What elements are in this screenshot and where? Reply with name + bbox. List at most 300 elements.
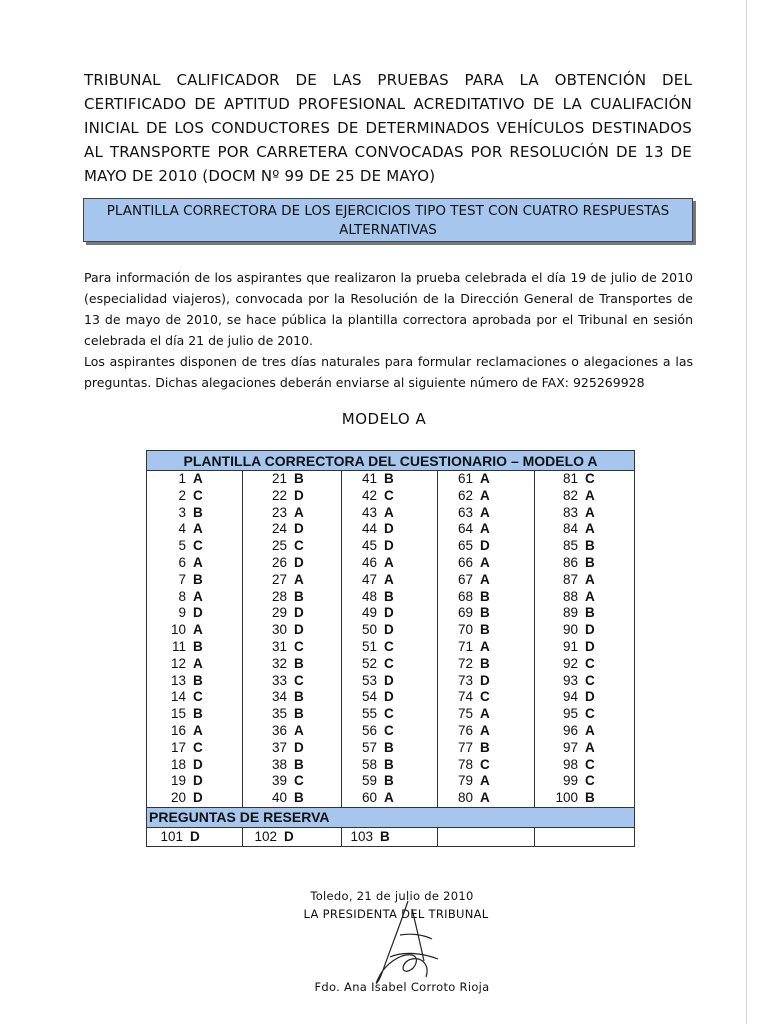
answer-cell (342, 790, 438, 807)
answer-cell (243, 790, 342, 807)
answer-letter: B (193, 504, 203, 520)
answer-letter: D (294, 487, 304, 503)
question-number: 4 (178, 521, 186, 537)
question-number: 15 (170, 706, 186, 722)
answer-cell (342, 555, 438, 572)
answer-letter: D (480, 672, 490, 688)
answer-cell (438, 723, 535, 740)
signature-name: Fdo. Ana Isabel Corroto Rioja (314, 980, 490, 994)
question-number: 79 (457, 773, 473, 789)
question-number: 52 (361, 655, 377, 671)
question-number: 57 (361, 739, 377, 755)
intro-paragraph-1: Para información de los aspirantes que realizaron la prueba celebrada el día 19 de julio de 2010 (especialidad viajeros), convocada por la Resolución de la Dirección General de Transportes de 13 de mayo de 2010, se hace pública la plantilla correctora aprobada por el Tribunal en sesión celebrada el día 21 de julio de 2010. (84, 270, 693, 348)
question-number: 91 (562, 638, 578, 654)
answer-letter: A (480, 471, 490, 486)
answer-cell (438, 656, 535, 673)
question-number: 7 (178, 571, 186, 587)
reserve-cell (243, 827, 342, 846)
answer-cell (243, 723, 342, 740)
answer-letter: A (193, 655, 203, 671)
answer-cell (535, 723, 635, 740)
answer-letter: D (585, 638, 595, 654)
question-number: 68 (457, 588, 473, 604)
answer-row (147, 572, 635, 589)
answer-cell (535, 689, 635, 706)
question-number: 86 (562, 554, 578, 570)
answer-letter: A (585, 487, 595, 503)
answer-letter: B (384, 588, 394, 604)
question-number: 67 (457, 571, 473, 587)
question-number: 20 (170, 790, 186, 806)
question-number: 74 (457, 689, 473, 705)
answer-letter: B (294, 689, 304, 705)
answer-cell (147, 589, 243, 606)
answer-letter: B (294, 588, 304, 604)
answer-cell (243, 605, 342, 622)
signature-role: LA PRESIDENTA DEL TRIBUNAL (303, 907, 489, 921)
answer-letter: C (585, 756, 595, 772)
answer-cell (147, 656, 243, 673)
page-edge-line (746, 0, 747, 1024)
answer-row (147, 723, 635, 740)
question-number: 55 (361, 706, 377, 722)
answer-cell (243, 521, 342, 538)
question-number: 66 (457, 554, 473, 570)
answer-cell (535, 589, 635, 606)
answer-cell (243, 689, 342, 706)
answer-cell (342, 572, 438, 589)
answer-cell (147, 538, 243, 555)
question-number: 39 (271, 773, 287, 789)
question-number: 89 (562, 605, 578, 621)
answer-cell (147, 706, 243, 723)
question-number: 64 (457, 521, 473, 537)
question-number: 97 (562, 739, 578, 755)
reserve-cell (535, 827, 635, 846)
answer-cell (342, 723, 438, 740)
answer-letter: C (585, 773, 595, 789)
answer-row (147, 538, 635, 555)
answer-cell (342, 521, 438, 538)
question-number: 32 (271, 655, 287, 671)
answer-cell (438, 689, 535, 706)
answer-letter: B (480, 588, 490, 604)
question-number: 87 (562, 571, 578, 587)
answer-letter: C (585, 655, 595, 671)
answer-letter: B (384, 773, 394, 789)
answer-cell (535, 555, 635, 572)
answer-letter: A (193, 588, 203, 604)
answer-letter: C (193, 739, 203, 755)
question-number: 17 (170, 739, 186, 755)
answer-cell (535, 773, 635, 790)
question-number: 94 (562, 689, 578, 705)
answer-letter: C (384, 706, 394, 722)
subtitle-line-2: ALTERNATIVAS (339, 222, 437, 238)
answer-row (147, 773, 635, 790)
answer-cell (243, 757, 342, 774)
answer-letter: A (480, 571, 490, 587)
question-number: 37 (271, 739, 287, 755)
question-number: 24 (271, 521, 287, 537)
answer-letter: C (193, 538, 203, 554)
question-number: 27 (271, 571, 287, 587)
answer-cell (342, 471, 438, 488)
answer-row (147, 521, 635, 538)
answer-cell (243, 622, 342, 639)
answer-letter: A (384, 504, 394, 520)
answer-letter: D (384, 672, 394, 688)
subtitle-line-1: PLANTILLA CORRECTORA DE LOS EJERCICIOS TIPO TEST CON CUATRO RESPUESTAS (106, 203, 670, 219)
answer-cell (535, 521, 635, 538)
answer-cell (438, 706, 535, 723)
question-number: 44 (361, 521, 377, 537)
question-number: 11 (171, 638, 186, 654)
answer-letter: D (193, 773, 203, 789)
answer-letter: B (193, 571, 203, 587)
question-number: 38 (271, 756, 287, 772)
answer-key-header-row (147, 451, 635, 471)
answer-letter: D (585, 689, 595, 705)
question-number: 5 (178, 538, 186, 554)
answer-letter: B (193, 638, 203, 654)
answer-letter: D (384, 689, 394, 705)
question-number: 54 (361, 689, 377, 705)
question-number: 58 (361, 756, 377, 772)
answer-cell (147, 488, 243, 505)
answer-row (147, 790, 635, 807)
question-number: 77 (457, 739, 473, 755)
answer-cell (342, 706, 438, 723)
question-number: 69 (457, 605, 473, 621)
answer-cell (243, 538, 342, 555)
question-number: 51 (361, 638, 377, 654)
question-number: 65 (457, 538, 473, 554)
answer-letter: C (384, 487, 394, 503)
answer-letter: C (384, 655, 394, 671)
question-number: 26 (271, 554, 287, 570)
answer-letter: D (193, 790, 203, 806)
question-number: 3 (178, 504, 186, 520)
question-number: 1 (178, 471, 186, 486)
answer-letter: B (585, 790, 595, 806)
answer-row (147, 673, 635, 690)
answer-cell (438, 673, 535, 690)
reserve-answer-letter: D (284, 829, 294, 845)
answer-letter: B (384, 756, 394, 772)
answer-cell (342, 639, 438, 656)
answer-cell (243, 471, 342, 488)
question-number: 29 (271, 605, 287, 621)
answer-cell (342, 589, 438, 606)
question-number: 22 (271, 487, 287, 503)
question-number: 14 (170, 689, 186, 705)
answer-letter: D (294, 739, 304, 755)
answer-cell (147, 622, 243, 639)
answer-letter: A (480, 554, 490, 570)
answer-cell (438, 639, 535, 656)
answer-cell (147, 521, 243, 538)
question-number: 72 (457, 655, 473, 671)
answer-letter: A (480, 487, 490, 503)
answer-cell (438, 605, 535, 622)
answer-letter: A (480, 773, 490, 789)
question-number: 99 (562, 773, 578, 789)
answer-letter: A (585, 521, 595, 537)
answer-cell (342, 757, 438, 774)
answer-letter: A (480, 504, 490, 520)
question-number: 56 (361, 722, 377, 738)
reserve-question-number: 103 (350, 829, 373, 845)
answer-letter: B (585, 554, 595, 570)
answer-row (147, 740, 635, 757)
answer-cell (535, 639, 635, 656)
answer-cell (438, 538, 535, 555)
answer-cell (342, 488, 438, 505)
intro-paragraph-2: Los aspirantes disponen de tres días naturales para formular reclamaciones o alegaciones a las preguntas. Dichas alegaciones deberán enviarse al siguiente número de FAX: 925269928 (84, 354, 693, 390)
answer-cell (438, 589, 535, 606)
answer-letter: A (585, 504, 595, 520)
answer-cell (342, 740, 438, 757)
answer-cell (438, 790, 535, 807)
question-number: 6 (178, 554, 186, 570)
answer-letter: B (294, 790, 304, 806)
answer-letter: D (294, 605, 304, 621)
question-number: 81 (562, 471, 578, 486)
question-number: 33 (271, 672, 287, 688)
question-number: 13 (170, 672, 186, 688)
answer-cell (243, 488, 342, 505)
answer-cell (243, 639, 342, 656)
question-number: 2 (178, 487, 186, 503)
answer-letter: A (480, 706, 490, 722)
answer-letter: C (480, 756, 490, 772)
answer-cell (535, 673, 635, 690)
answer-cell (535, 622, 635, 639)
answer-cell (147, 555, 243, 572)
answer-letter: A (480, 790, 490, 806)
answer-letter: D (384, 605, 394, 621)
answer-letter: C (294, 672, 304, 688)
question-number: 90 (562, 622, 578, 638)
question-number: 71 (457, 638, 473, 654)
answer-cell (243, 555, 342, 572)
answer-cell (243, 656, 342, 673)
reserve-question-number: 102 (254, 829, 277, 845)
answer-letter: A (585, 739, 595, 755)
answer-cell (535, 740, 635, 757)
answer-letter: B (585, 605, 595, 621)
question-number: 96 (562, 722, 578, 738)
answer-cell (535, 605, 635, 622)
answer-cell (535, 471, 635, 488)
question-number: 34 (271, 689, 287, 705)
answer-letter: C (384, 722, 394, 738)
answer-cell (342, 689, 438, 706)
answer-letter: A (480, 722, 490, 738)
question-number: 35 (271, 706, 287, 722)
answer-cell (438, 471, 535, 488)
question-number: 12 (170, 655, 186, 671)
answer-letter: B (384, 471, 394, 486)
answer-letter: D (384, 521, 394, 537)
answer-key-header: PLANTILLA CORRECTORA DEL CUESTIONARIO – MODELO A (147, 451, 635, 471)
answer-cell (342, 673, 438, 690)
answer-letter: D (480, 538, 490, 554)
answer-letter: D (193, 605, 203, 621)
answer-row (147, 488, 635, 505)
answer-letter: C (294, 773, 304, 789)
question-number: 42 (361, 487, 377, 503)
question-number: 62 (457, 487, 473, 503)
answer-cell (147, 505, 243, 522)
question-number: 85 (562, 538, 578, 554)
answer-letter: B (193, 706, 203, 722)
question-number: 16 (170, 722, 186, 738)
answer-row (147, 706, 635, 723)
answer-letter: A (585, 722, 595, 738)
question-number: 36 (271, 722, 287, 738)
answer-key-body (147, 451, 635, 847)
question-number: 8 (178, 588, 186, 604)
answer-letter: D (193, 756, 203, 772)
answer-cell (438, 505, 535, 522)
answer-letter: A (585, 588, 595, 604)
answer-letter: B (294, 655, 304, 671)
answer-cell (147, 723, 243, 740)
question-number: 60 (361, 790, 377, 806)
question-number: 43 (361, 504, 377, 520)
answer-letter: B (480, 622, 490, 638)
answer-cell (243, 773, 342, 790)
reserve-answer-letter: B (380, 829, 390, 845)
answer-letter: B (585, 538, 595, 554)
question-number: 83 (562, 504, 578, 520)
signature-date: Toledo, 21 de julio de 2010 (310, 889, 474, 903)
answer-cell (342, 538, 438, 555)
answer-letter: B (480, 739, 490, 755)
answer-cell (535, 706, 635, 723)
answer-cell (147, 689, 243, 706)
answer-letter: A (193, 471, 203, 486)
question-number: 73 (457, 672, 473, 688)
answer-cell (342, 622, 438, 639)
question-number: 46 (361, 554, 377, 570)
answer-cell (438, 773, 535, 790)
answer-cell (243, 572, 342, 589)
question-number: 23 (271, 504, 287, 520)
question-number: 53 (361, 672, 377, 688)
answer-cell (147, 757, 243, 774)
answer-cell (147, 673, 243, 690)
reserve-cell (342, 827, 438, 846)
question-number: 88 (562, 588, 578, 604)
subtitle-box (83, 198, 693, 242)
answer-letter: C (384, 638, 394, 654)
answer-row (147, 589, 635, 606)
answer-letter: D (294, 554, 304, 570)
question-number: 59 (361, 773, 377, 789)
question-number: 50 (361, 622, 377, 638)
question-number: 41 (361, 471, 377, 486)
answer-cell (535, 790, 635, 807)
answer-letter: C (585, 706, 595, 722)
answer-row (147, 555, 635, 572)
answer-cell (438, 555, 535, 572)
answer-cell (243, 740, 342, 757)
answer-cell (147, 572, 243, 589)
question-number: 76 (457, 722, 473, 738)
answer-letter: C (294, 538, 304, 554)
answer-letter: B (294, 471, 304, 486)
answer-row (147, 471, 635, 488)
question-number: 40 (271, 790, 287, 806)
answer-cell (535, 488, 635, 505)
answer-cell (243, 505, 342, 522)
document-heading: TRIBUNAL CALIFICADOR DE LAS PRUEBAS PARA LA OBTENCIÓN DEL CERTIFICADO DE APTITUD PROFESIONAL ACREDITATIVO DE LA CUALIFACIÓN INICIAL DE LOS CONDUCTORES DE DETERMINADOS VEHÍCULOS DESTINADOS AL TRANSPORTE POR CARRETERA CONVOCADAS POR RESOLUCIÓN DE 13 DE MAYO DE 2010 (DOCM Nº 99 DE 25 DE MAYO) (84, 71, 692, 185)
intro-text (84, 267, 693, 393)
answer-letter: A (193, 722, 203, 738)
answer-row (147, 689, 635, 706)
question-number: 61 (457, 471, 473, 486)
question-number: 98 (562, 756, 578, 772)
answer-row (147, 622, 635, 639)
answer-cell (342, 505, 438, 522)
answer-letter: A (294, 722, 304, 738)
answer-letter: A (384, 571, 394, 587)
answer-row (147, 757, 635, 774)
answer-cell (535, 757, 635, 774)
answer-cell (535, 656, 635, 673)
question-number: 28 (271, 588, 287, 604)
answer-cell (147, 471, 243, 488)
answer-row (147, 605, 635, 622)
answer-cell (147, 790, 243, 807)
answer-row (147, 639, 635, 656)
answer-cell (147, 605, 243, 622)
answer-cell (342, 656, 438, 673)
answer-letter: A (193, 554, 203, 570)
answer-letter: D (294, 622, 304, 638)
answer-cell (438, 488, 535, 505)
question-number: 82 (562, 487, 578, 503)
answer-letter: A (193, 521, 203, 537)
answer-letter: B (193, 672, 203, 688)
question-number: 9 (178, 605, 186, 621)
model-label: MODELO A (341, 410, 427, 428)
question-number: 45 (361, 538, 377, 554)
answer-cell (535, 538, 635, 555)
answer-letter: C (585, 471, 595, 486)
reserve-header: PREGUNTAS DE RESERVA (147, 807, 635, 827)
question-number: 25 (271, 538, 287, 554)
reserve-row (147, 827, 635, 846)
answer-cell (342, 773, 438, 790)
answer-cell (535, 572, 635, 589)
answer-row (147, 656, 635, 673)
answer-letter: D (294, 521, 304, 537)
answer-cell (243, 706, 342, 723)
question-number: 19 (170, 773, 186, 789)
answer-letter: A (384, 790, 394, 806)
answer-letter: C (193, 689, 203, 705)
question-number: 21 (271, 471, 287, 486)
reserve-cell (147, 827, 243, 846)
answer-letter: D (384, 622, 394, 638)
reserve-question-number: 101 (160, 829, 183, 845)
answer-letter: C (480, 689, 490, 705)
question-number: 78 (457, 756, 473, 772)
